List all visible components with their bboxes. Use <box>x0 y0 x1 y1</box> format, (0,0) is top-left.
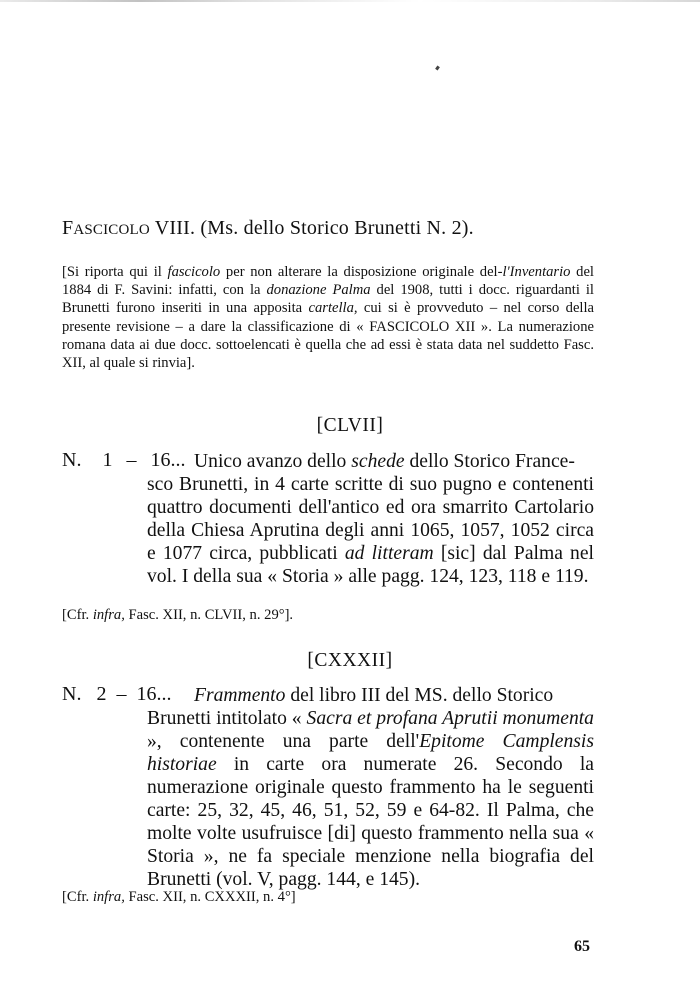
entry-body: Brunetti intitolato « Sacra et profana Aprutii monumenta », contenente una parte dell'Epitome Camplensis historiae in carte ora numerate 26. Secondo la numerazione originale questo frammento ha le seguenti carte: 25, 32, 45, 46, 51, 52, 59 e 64-82. Il Palma, che molte volte usufruisce [di] questo frammento nella sua « Storia », ne fa speciale menzione nella biografia del Brunetti (vol. V, pagg. 144, e 145). <box>147 708 594 890</box>
entry-first-line: Frammento del libro III del MS. dello Storico <box>194 685 554 706</box>
entry-number: N. 1 – 16... <box>62 449 186 471</box>
entry-first-line: Unico avanzo dello schede dello Storico France- <box>194 451 575 472</box>
cross-reference: [Cfr. infra, Fasc. XII, n. CXXXII, n. 4°] <box>62 889 296 905</box>
editorial-note: [Si riporta qui il fascicolo per non alterare la disposizione originale del-l'Inventario del 1884 di F. Savini: infatti, con la donazione Palma del 1908, tutti i docc. riguardanti il Brunetti furono inseriti in una apposita cartella, cui si è provveduto – nel corso della presente revisione – a dare la classificazione di « FASCICOLO XII ». La numerazione romana data ai due docc. sottoelencati è quella che ad essi è stata data nel suddetto Fasc. XII, al quale si rinvia]. <box>62 264 595 372</box>
heading-smallcaps: ASCICOLO <box>73 222 150 238</box>
cross-reference: [Cfr. infra, Fasc. XII, n. CLVII, n. 29°]. <box>62 607 294 623</box>
entry-body: sco Brunetti, in 4 carte scritte di suo pugno e contenenti quattro documenti dell'antico ed ora smarrito Cartolario della Chiesa Aprutina degli anni 1065, 1057, 1052 circa e 1077 circa, pubblicati ad litteram [sic] dal Palma nel vol. I della sua « Storia » alle pagg. 124, 123, 118 e 119. <box>147 474 594 587</box>
section-heading <box>62 217 622 240</box>
top-edge-line <box>0 0 700 2</box>
entry-roman-numeral: [CXXXII] <box>307 650 393 671</box>
entry-roman-numeral: [CLVII] <box>316 415 384 436</box>
heading-initial: F <box>62 217 74 239</box>
heading-rest: VIII. (Ms. dello Storico Brunetti N. 2). <box>154 217 474 239</box>
page-number: 65 <box>574 938 590 955</box>
entry-number: N. 2 – 16... <box>62 683 172 705</box>
paper-speck <box>435 66 440 71</box>
